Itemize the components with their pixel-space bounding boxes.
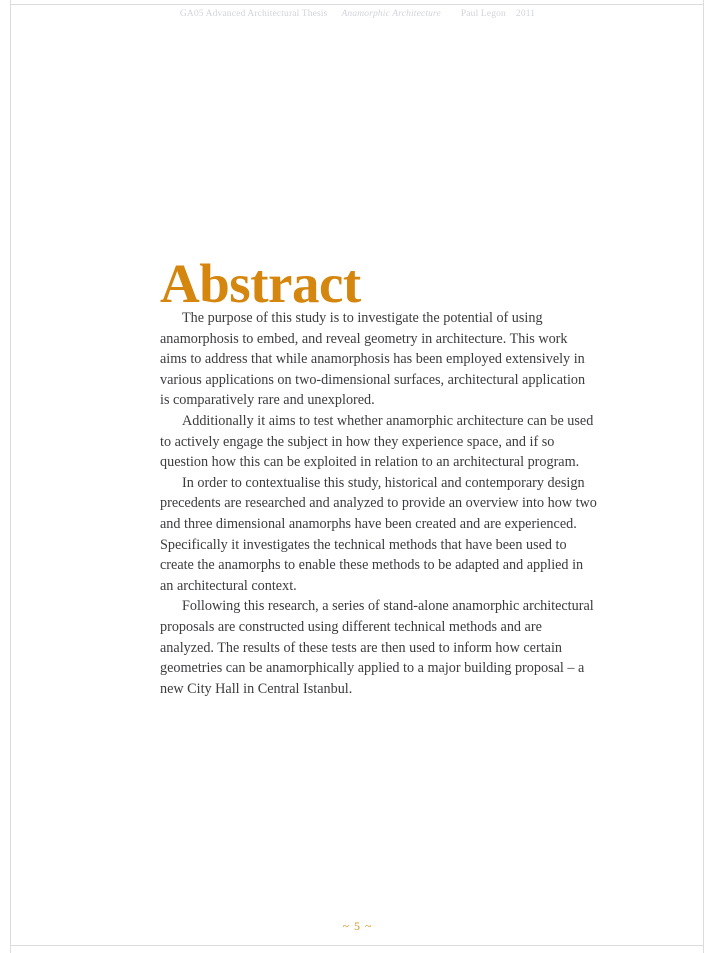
page-edge-right	[703, 0, 704, 953]
running-head-thesis-title: Anamorphic Architecture	[341, 9, 441, 19]
page-number-folio: ~ 5 ~	[342, 919, 373, 933]
page-edge-left	[10, 0, 11, 953]
page-title: Abstract	[160, 252, 361, 314]
page-edge-top	[10, 4, 704, 5]
running-head-course: GA05 Advanced Architectural Thesis	[179, 9, 328, 19]
body-paragraph: Additionally it aims to test whether anamorphic architecture can be used to actively engage the subject in how they experience space, and if so question how this can be exploited in relation to an architectural program.	[160, 412, 594, 471]
running-head-year: 2011	[515, 9, 536, 19]
page-edge-bottom	[10, 945, 704, 946]
running-head-author: Paul Legon	[460, 9, 506, 19]
running-head	[0, 9, 715, 19]
abstract-body	[160, 308, 597, 699]
body-paragraph: The purpose of this study is to investigate the potential of using anamorphosis to embed, and reveal geometry in architecture. This work aims to address that while anamorphosis has been employed extensively in various applications on two-dimensional surfaces, architectural application is comparatively rare and unexplored.	[160, 310, 586, 409]
body-paragraph: In order to contextualise this study, historical and contemporary design precedents are researched and analyzed to provide an overview into how two and three dimensional anamorphs have been created and are experienced. Specifically it investigates the technical methods that have been used to create the anamorphs to enable these methods to be adapted and applied in an architectural context.	[160, 474, 597, 594]
body-paragraph: Following this research, a series of stand-alone anamorphic architectural proposals are constructed using different technical methods and are analyzed. The results of these tests are then used to inform how certain geometries can be anamorphically applied to a major building proposal – a new City Hall in Central Istanbul.	[160, 598, 594, 697]
